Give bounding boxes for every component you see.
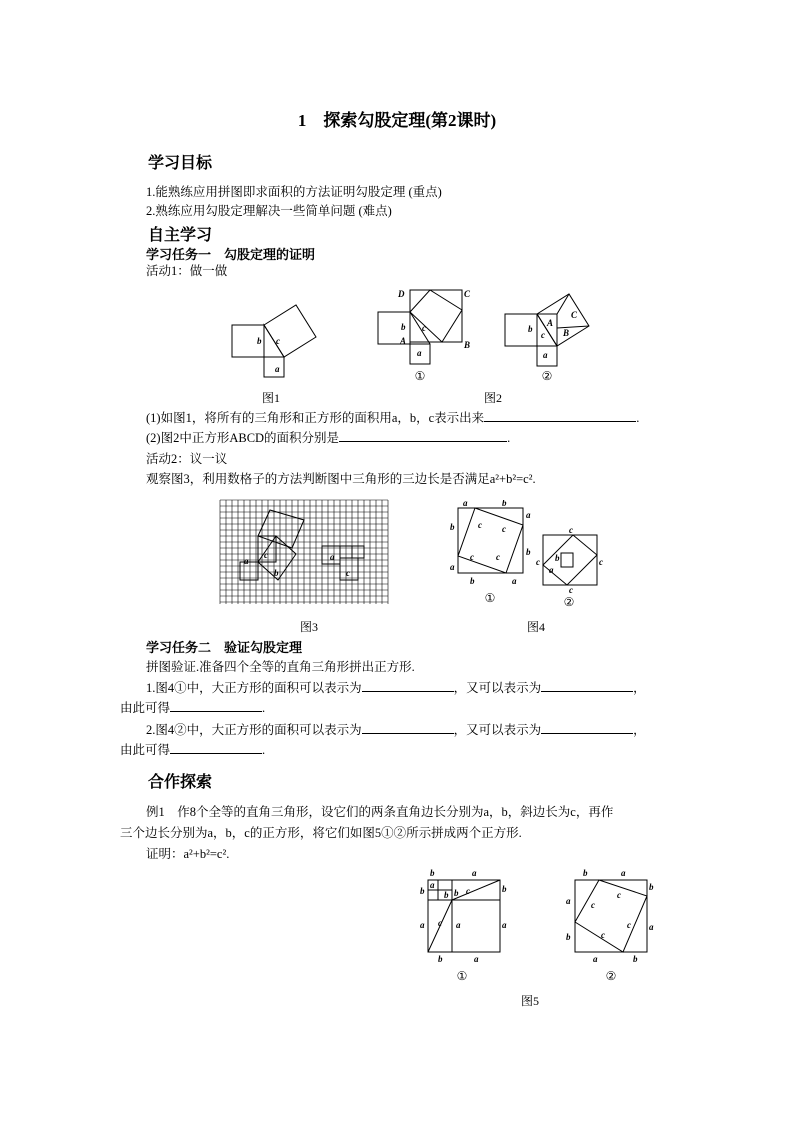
fig2a-label-D: D xyxy=(398,289,405,299)
fig4a-bottom-b: b xyxy=(470,576,475,586)
cooperation-heading: 合作探索 xyxy=(148,774,213,791)
task2-heading: 学习任务二 验证勾股定理 xyxy=(146,640,303,655)
fig5b-c2: c xyxy=(617,890,621,900)
answer-blank[interactable] xyxy=(362,680,454,692)
answer-blank[interactable] xyxy=(170,700,262,712)
fig4b-label-b: b xyxy=(555,553,560,563)
fig5b-left-a: a xyxy=(566,896,571,906)
observe-text: 观察图3，利用数格子的方法判断图中三角形的三边长是否满足a²+b²=c². xyxy=(146,472,536,486)
fig2a-circle-label: ① xyxy=(414,369,426,383)
fig1-square-a xyxy=(264,357,284,377)
fig5b-bottom-a: a xyxy=(593,954,598,964)
fig5b-circle-label: ② xyxy=(605,969,617,983)
answer-blank[interactable] xyxy=(170,742,262,754)
fig5a-in-a: a xyxy=(430,880,435,890)
fig4b-outer-square xyxy=(543,535,597,585)
fig5-caption: 图5 xyxy=(521,994,540,1008)
fig2a-outer-square xyxy=(410,290,462,342)
fig1-caption: 图1 xyxy=(262,391,281,405)
page-title: 1 探索勾股定理(第2课时) xyxy=(297,111,497,130)
task2-intro: 拼图验证.准备四个全等的直角三角形拼出正方形. xyxy=(146,660,415,674)
figure-2-left xyxy=(370,282,485,386)
fig4-caption: 图4 xyxy=(527,620,546,634)
fig2a-label-a: a xyxy=(417,348,422,358)
answer-blank[interactable] xyxy=(484,410,636,422)
activity2-label: 活动2：议一议 xyxy=(146,452,228,466)
fig5b-top-a: a xyxy=(621,868,626,878)
fig2a-label-A: A xyxy=(400,336,407,346)
fig2a-label-b: b xyxy=(401,322,406,332)
fig5a-in-c2: c xyxy=(438,918,442,928)
fig4a-top-a: a xyxy=(463,500,468,508)
objective-item-2: 2.熟练应用勾股定理解决一些简单问题 (难点) xyxy=(146,204,392,218)
fig5b-right-b: b xyxy=(649,882,654,892)
fig5a-in-b2: b xyxy=(454,888,459,898)
fig4a-c1: c xyxy=(478,520,482,530)
fig2a-label-B: B xyxy=(464,340,471,350)
answer-blank[interactable] xyxy=(362,722,454,734)
task1-question-2: (2)图2中正方形ABCD的面积分别是 . xyxy=(146,431,511,445)
fig5a-in-a2: a xyxy=(456,920,461,930)
task2-question-1-result: 由此可得 . xyxy=(120,701,266,715)
task1-question-1: (1)如图1，将所有的三角形和正方形的面积用a，b，c表示出来 . xyxy=(146,411,640,425)
objectives-heading: 学习目标 xyxy=(148,155,213,172)
fig5a-in-c1: c xyxy=(466,886,470,896)
fig3-label-a2: a xyxy=(330,552,335,562)
figure-2-right xyxy=(497,288,597,386)
fig4a-c2: c xyxy=(502,524,506,534)
task2-question-1: 1.图4①中，大正方形的面积可以表示为 ，又可以表示为 ， xyxy=(146,681,646,695)
task1-heading: 学习任务一 勾股定理的证明 xyxy=(146,247,316,262)
fig2b-label-b: b xyxy=(528,324,533,334)
example-line-2: 三个边长分别为a，b，c的正方形，将它们如图5①②所示拼成两个正方形. xyxy=(120,826,522,840)
proof-statement: 证明：a²+b²=c². xyxy=(146,847,230,861)
fig3-square-a xyxy=(240,562,258,580)
figure-5-right xyxy=(561,866,657,988)
fig2b-label-A: A xyxy=(547,318,554,328)
fig5a-in-b1: b xyxy=(444,890,449,900)
fig5b-outer-square xyxy=(575,880,647,952)
fig2b-label-B: B xyxy=(563,328,570,338)
fig5b-c4: c xyxy=(627,920,631,930)
fig5b-c3: c xyxy=(601,930,605,940)
fig2b-circle-label: ② xyxy=(541,369,553,383)
fig5a-right-a: a xyxy=(502,920,507,930)
objective-item-1: 1.能熟练应用拼图即求面积的方法证明勾股定理 (重点) xyxy=(146,185,442,199)
fig4b-bottom-c: c xyxy=(569,585,573,595)
fig4a-inner-square xyxy=(458,508,523,573)
fig4b-circle-label: ② xyxy=(563,595,575,609)
fig2a-label-C: C xyxy=(464,289,471,299)
fig4a-c3: c xyxy=(470,552,474,562)
fig5a-top-a: a xyxy=(472,868,477,878)
fig5a-top-b1: b xyxy=(430,868,435,878)
fig1-square-c xyxy=(264,305,316,357)
fig2b-label-C: C xyxy=(571,310,578,320)
fig4b-left-c: c xyxy=(536,557,540,567)
fig3-label-a: a xyxy=(244,556,249,566)
fig5b-inner-square xyxy=(575,880,647,952)
fig4a-right-a: a xyxy=(526,510,531,520)
fig4b-label-a: a xyxy=(549,565,554,575)
fig4b-top-c: c xyxy=(569,525,573,535)
fig4a-c4: c xyxy=(496,552,500,562)
fig3-label-c1: c xyxy=(264,550,268,560)
fig1-label-b: b xyxy=(257,336,262,346)
fig2a-label-c: c xyxy=(422,323,426,333)
fig5a-bottom-a: a xyxy=(474,954,479,964)
fig5a-circle-label: ① xyxy=(456,969,468,983)
example-line-1: 例1 作8个全等的直角三角形，设它们的两条直角边长分别为a，b，斜边长为c，再作 xyxy=(146,805,614,819)
fig3-label-c2: c xyxy=(346,568,350,578)
self-study-heading: 自主学习 xyxy=(148,227,213,244)
fig4a-outer-square xyxy=(458,508,523,573)
fig4a-bottom-a: a xyxy=(512,576,517,586)
figure-3-grid xyxy=(218,498,392,608)
fig4a-circle-label: ① xyxy=(484,591,496,605)
fig5a-left-b1: b xyxy=(420,886,425,896)
fig1-label-c: c xyxy=(276,336,280,346)
answer-blank[interactable] xyxy=(541,680,633,692)
fig5a-outer-square xyxy=(428,880,500,952)
fig5b-bottom-b: b xyxy=(633,954,638,964)
figure-5-left xyxy=(416,866,510,988)
fig3-label-b: b xyxy=(274,568,279,578)
fig4a-left-a: a xyxy=(450,562,455,572)
fig2-caption: 图2 xyxy=(484,391,503,405)
fig5b-right-a: a xyxy=(649,922,654,932)
fig5a-bottom-b: b xyxy=(438,954,443,964)
answer-blank[interactable] xyxy=(541,722,633,734)
fig5a-right-b: b xyxy=(502,884,507,894)
fig4a-left-b: b xyxy=(450,522,455,532)
fig5a-left-a: a xyxy=(420,920,425,930)
fig4a-top-b: b xyxy=(502,500,507,508)
fig4b-right-c: c xyxy=(599,557,603,567)
fig1-label-a: a xyxy=(275,364,280,374)
fig4b-inner-square xyxy=(543,535,597,585)
fig5b-c1: c xyxy=(591,900,595,910)
fig2b-label-c: c xyxy=(541,330,545,340)
task2-question-2-result: 由此可得 . xyxy=(120,743,266,757)
fig5b-left-b: b xyxy=(566,932,571,942)
fig5b-top-b: b xyxy=(583,868,588,878)
task2-question-2: 2.图4②中，大正方形的面积可以表示为 ，又可以表示为 ， xyxy=(146,723,646,737)
activity1-label: 活动1：做一做 xyxy=(146,264,228,278)
figure-1 xyxy=(225,298,325,382)
fig4a-right-b: b xyxy=(526,547,531,557)
fig3-caption: 图3 xyxy=(300,620,319,634)
fig2b-label-a: a xyxy=(543,350,548,360)
fig2a-square-c xyxy=(410,290,462,342)
answer-blank[interactable] xyxy=(339,430,507,442)
figure-4-right xyxy=(535,523,607,609)
figure-4-left xyxy=(448,500,533,606)
